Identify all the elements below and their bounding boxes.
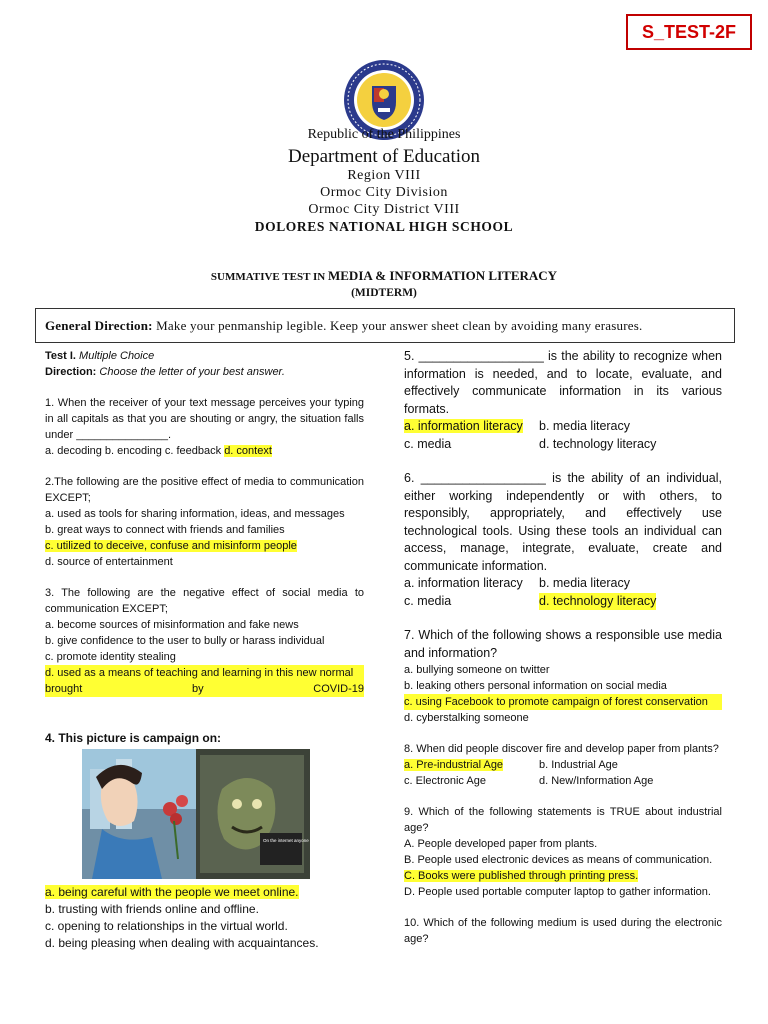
question-1-options: a. decoding b. encoding c. feedback xyxy=(45,445,225,457)
question-8-option-d: d. New/Information Age xyxy=(539,775,654,787)
question-6: 6. __________________ is the ability of an individual, either working independently or with others, to responsibly, appropriately, and effectively use technological tools. Using these tools an individual can access, manage, integrate, evaluate, create and communicate information. xyxy=(404,471,722,573)
question-8-option-c: c. Electronic Age xyxy=(404,775,486,787)
question-9-option-a: A. People developed paper from plants. xyxy=(404,838,598,850)
question-4-option-c: c. opening to relationships in the virtual world. xyxy=(45,919,288,933)
question-5-option-b: b. media literacy xyxy=(539,419,631,433)
left-column xyxy=(45,348,364,697)
test-label: Test I. xyxy=(45,350,76,362)
question-6-option-d: d. technology literacy xyxy=(539,593,656,611)
question-4: 4. This picture is campaign on: xyxy=(45,731,222,745)
question-2-option-d: d. source of entertainment xyxy=(45,556,173,568)
general-direction-text: Make your penmanship legible. Keep your answer sheet clean by avoiding many erasures. xyxy=(152,318,643,333)
campaign-poster-image xyxy=(82,749,369,879)
test-term: (MIDTERM) xyxy=(351,287,417,299)
test-type: Multiple Choice xyxy=(75,350,155,362)
test-code-badge: S_TEST-2F xyxy=(626,14,752,50)
question-5-option-d: d. technology literacy xyxy=(539,436,657,451)
republic-line: Republic of the Philippines xyxy=(307,127,461,142)
question-5: 5. __________________ is the ability to recognize when information is needed, and to locate, evaluate, and effectively communicate information in its various formats. xyxy=(404,349,722,416)
question-3-option-b: b. give confidence to the user to bully or harass individual xyxy=(45,635,325,647)
question-7-option-a: a. bullying someone on twitter xyxy=(404,664,550,676)
question-8-option-a: a. Pre-industrial Age xyxy=(404,759,504,771)
question-3-option-d-word-2: by xyxy=(191,683,204,695)
test-title-subject: MEDIA & INFORMATION LITERACY xyxy=(327,268,558,283)
question-6-option-c: c. media xyxy=(404,593,452,608)
division-line: Ormoc City Division xyxy=(320,185,448,200)
general-direction-box xyxy=(35,308,735,343)
direction-text: Choose the letter of your best answer. xyxy=(96,366,285,378)
question-9-option-b: B. People used electronic devices as means of communication. xyxy=(404,854,713,866)
question-1: 1. When the receiver of your text message perceives your typing in all capitals as that you are shouting or angry, the situation falls under _______________. xyxy=(45,397,364,441)
question-2-option-b: b. great ways to connect with friends and families xyxy=(45,524,285,536)
question-6-option-a: a. information literacy xyxy=(404,576,523,590)
question-7-option-d: d. cyberstalking someone xyxy=(404,712,529,724)
question-4-option-d: d. being pleasing when dealing with acquaintances. xyxy=(45,936,319,950)
question-7: 7. Which of the following shows a responsible use media and information? xyxy=(404,628,722,660)
question-3-option-d-word-3: COVID-19 xyxy=(313,683,364,695)
test-title xyxy=(0,268,768,284)
question-4-option-b: b. trusting with friends online and offline. xyxy=(45,902,259,916)
school-name: DOLORES NATIONAL HIGH SCHOOL xyxy=(254,219,514,234)
question-2-option-a: a. used as tools for sharing information, ideas, and messages xyxy=(45,508,345,520)
district-line: Ormoc City District VIII xyxy=(308,202,460,217)
question-2: 2.The following are the positive effect of media to communication EXCEPT; xyxy=(45,476,364,504)
question-3-option-d: d. used as a means of teaching and learning in this new normal xyxy=(45,665,364,681)
question-8: 8. When did people discover fire and develop paper from plants? xyxy=(404,743,719,755)
question-5-option-a: a. information literacy xyxy=(404,419,523,433)
question-7-option-c: c. using Facebook to promote campaign of forest conservation xyxy=(404,694,722,710)
poster-caption: On the internet anyone can be who they say they are xyxy=(263,838,369,843)
question-8-option-b: b. Industrial Age xyxy=(539,759,618,771)
question-10: 10. Which of the following medium is used during the electronic age? xyxy=(404,917,722,945)
question-5-option-c: c. media xyxy=(404,436,452,451)
question-4-options xyxy=(45,884,375,952)
general-direction-label: General Direction: xyxy=(45,318,153,333)
question-3-option-d-cont xyxy=(45,681,364,697)
question-9: 9. Which of the following statements is TRUE about industrial age? xyxy=(404,806,722,834)
test-title-prefix: SUMMATIVE TEST IN xyxy=(210,271,328,283)
question-1-answer: d. context xyxy=(224,445,272,457)
question-3-option-a: a. become sources of misinformation and fake news xyxy=(45,619,299,631)
question-3: 3. The following are the negative effect of social media to communication EXCEPT; xyxy=(45,587,364,615)
question-7-option-b: b. leaking others personal information on social media xyxy=(404,680,667,692)
region-line: Region VIII xyxy=(347,168,421,183)
question-9-option-c: C. Books were published through printing press. xyxy=(404,870,639,882)
question-9-option-d: D. People used portable computer laptop to gather information. xyxy=(404,886,711,898)
right-column xyxy=(404,348,722,947)
department-line: Department of Education xyxy=(287,146,481,167)
question-2-option-c: c. utilized to deceive, confuse and misinform people xyxy=(45,540,297,552)
direction-label: Direction: xyxy=(45,366,97,378)
question-6-option-b: b. media literacy xyxy=(539,576,631,590)
question-3-option-d-word-1: brought xyxy=(45,683,83,695)
question-3-option-c: c. promote identity stealing xyxy=(45,651,176,663)
question-4-option-a: a. being careful with the people we meet online. xyxy=(45,885,299,899)
